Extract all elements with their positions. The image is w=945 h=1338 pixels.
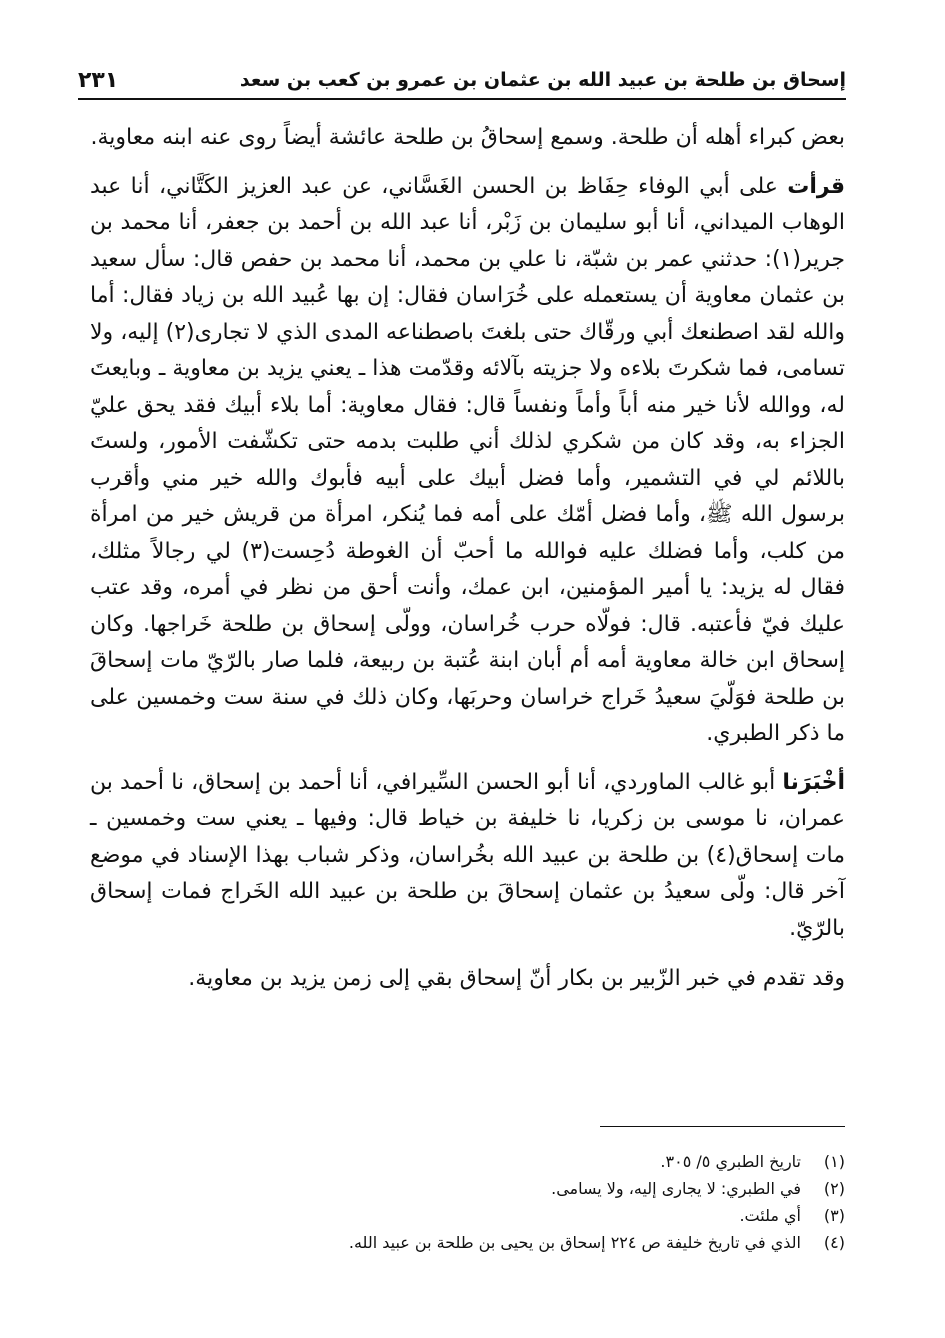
footnote-text: في الطبري: لا يجارى إليه، ولا يسامى.	[551, 1179, 801, 1198]
paragraph-3-text: أبو غالب الماوردي، أنا أبو الحسن السِّيرافي، أنا أحمد بن إسحاق، نا أحمد بن عمران، نا موسى بن زكريا، نا خليفة بن خياط قال: وفيها ـ يعني ست وخمسين ـ مات إسحاق(٤) بن طلحة بن عبيد الله بخُراسان، وذكر شباب بهذا الإسناد في موضع آخر قال: ولّى سعيدُ بن عثمان إسحاقَ بن طلحة بن عبيد الله الخَراج فمات إسحاق بالرّيّ.	[90, 769, 845, 941]
paragraph-1	[90, 120, 845, 157]
paragraph-3	[90, 765, 845, 948]
footnote-text: تاريخ الطبري ٥/ ٣٠٥.	[660, 1152, 801, 1171]
footnotes-divider	[600, 1126, 845, 1127]
paragraph-2-text: على أبي الوفاء حِفَاظ بن الحسن الغَسَّاني، عن عبد العزيز الكَتَّاني، أنا عبد الوهاب الميداني، أنا أبو سليمان بن زَبْر، أنا عبد الله بن أحمد بن جعفر، أنا محمد بن جرير(١): حدثني عمر بن شبّة، نا علي بن محمد، أنا محمد بن حفص قال: سأل سعيد بن عثمان معاوية أن يستعمله على خُرَاسان فقال: إن بها عُبيد الله بن زياد فقال: أما والله لقد اصطنعك أبي ورقّاك حتى بلغتَ باصطناعه المدى الذي لا تجارى(٢) إليه، ولا تسامى، فما شكرتَ بلاءه ولا جزيته بآلائه وقدّمت هذا ـ يعني يزيد بن معاوية ـ وبايعتَ له، ووالله لأنا خير منه أباً وأماً ونفساً قال: فقال معاوية: أما بلاء أبيك فقد يحق عليّ الجزاء به، وقد كان من شكري لذلك أني طلبت بدمه حتى تكشّفت الأمور، ولستَ باللائم لي في التشمير، وأما فضل أبيك على أبيه فأبوك والله خير مني وأقرب برسول الله ﷺ، وأما فضل أمّك على أمه فما يُنكر، امرأة من قريش خير من امرأة من كلب، وأما فضلك عليه فوالله ما أحبّ أن الغوطة دُحِست(٣) لي رجالاً مثلك، فقال له يزيد: يا أمير المؤمنين، ابن عمك، وأنت أحق من نظر في أمره، وقد عتب عليك فيّ فأعتبه. قال: فولّاه حرب خُراسان، وولّى إسحاق بن طلحة خَراجها. وكان إسحاق ابن خالة معاوية أمه أم أبان ابنة عُتبة بن ربيعة، فلما صار بالرّيّ مات إسحاقَ بن طلحة فوَلّيَ سعيدُ خَراج خراسان وحربَها، وكان ذلك في سنة ست وخمسين على ما ذكر الطبري.	[90, 173, 846, 746]
running-head: إسحاق بن طلحة بن عبيد الله بن عثمان بن عمرو بن كعب بن سعد	[239, 69, 846, 91]
footnote	[200, 1175, 845, 1202]
footnote-number: (١)	[823, 1152, 845, 1171]
footnote	[200, 1202, 845, 1229]
page-header	[78, 62, 846, 100]
paragraph-2	[90, 169, 845, 753]
footnote-text: الذي في تاريخ خليفة ص ٢٢٤ إسحاق بن يحيى بن طلحة بن عبيد الله.	[348, 1233, 801, 1252]
closing-line: وقد تقدم في خبر الزّبير بن بكار أنّ إسحاق بقي إلى زمن يزيد بن معاوية.	[188, 966, 845, 991]
footnote	[200, 1148, 845, 1175]
page-number: ٢٣١	[78, 67, 119, 93]
footnote	[200, 1229, 845, 1256]
footnotes	[200, 1148, 845, 1256]
footnote-number: (٢)	[823, 1179, 845, 1198]
footnote-number: (٣)	[823, 1206, 845, 1225]
paragraph-3-lead: أخْبَرَنا	[782, 769, 845, 795]
main-text	[90, 120, 845, 1020]
footnote-text: أي ملئت.	[739, 1206, 801, 1225]
paragraph-1-text: بعض كبراء أهله أن طلحة. وسمع إسحاقُ بن طلحة عائشة أيضاً روى عنه ابنه معاوية.	[90, 125, 845, 150]
paragraph-2-lead: قرأت	[787, 173, 845, 199]
footnote-number: (٤)	[823, 1233, 845, 1252]
